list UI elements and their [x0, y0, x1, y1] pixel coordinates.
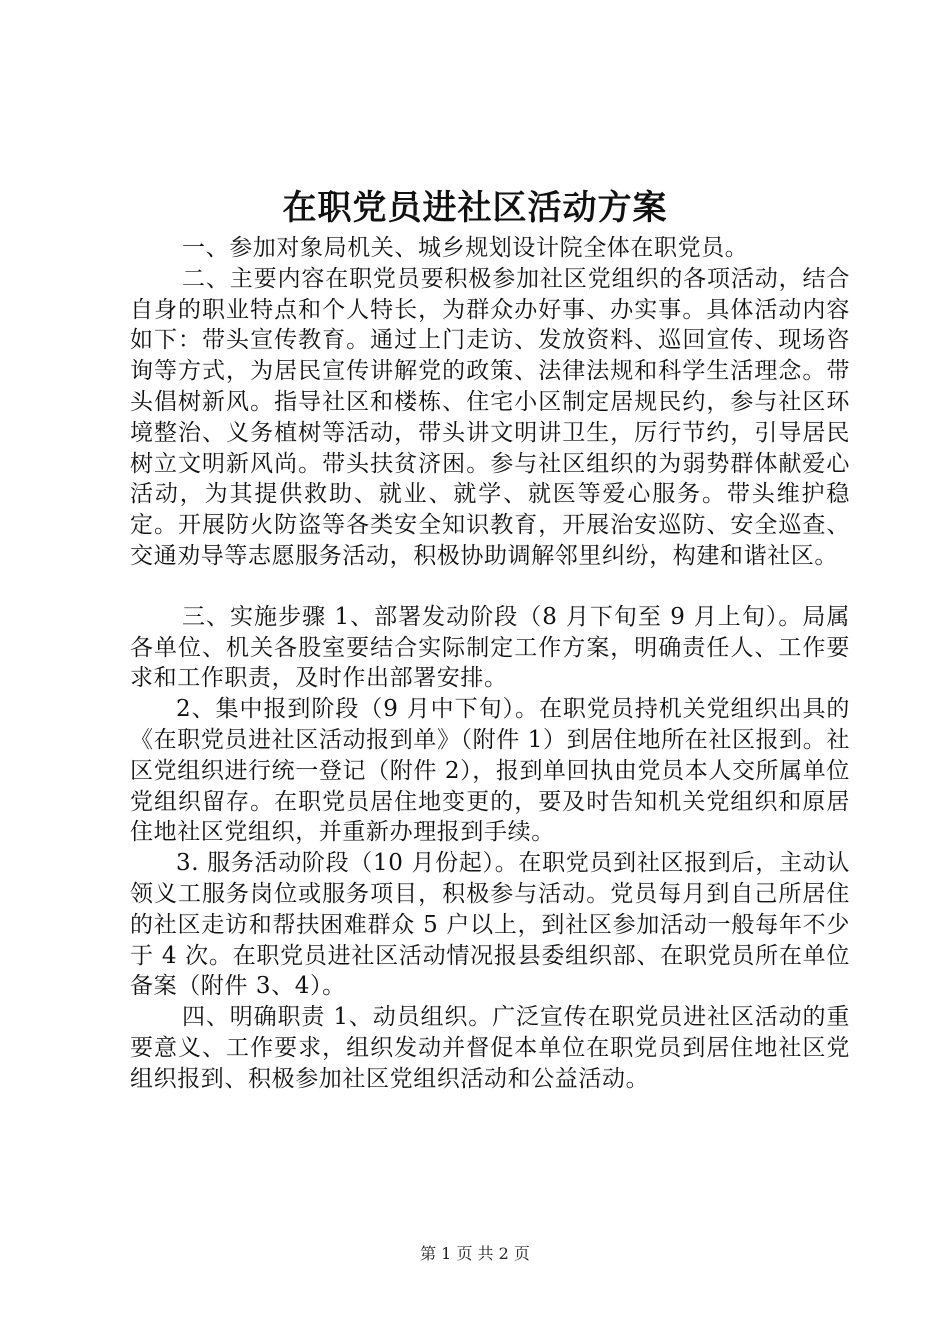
document-title: 在职党员进社区活动方案 — [282, 188, 668, 228]
document-body — [130, 233, 850, 1095]
paragraph-responsibilities: 四、明确职责 1、动员组织。广泛宣传在职党员进社区活动的重要意义、工作要求，组织发动并督促本单位在职党员到居住地社区党组织报到、积极参加社区党组织活动和公益活动。 — [130, 1004, 850, 1092]
paragraph-main-content: 二、主要内容在职党员要积极参加社区党组织的各项活动，结合自身的职业特点和个人特长，为群众办好事、办实事。具体活动内容如下：带头宣传教育。通过上门走访、发放资料、巡回宣传、现场咨询等方式，为居民宣传讲解党的政策、法律法规和科学生活理念。带头倡树新风。指导社区和楼栋、住宅小区制定居规民约，参与社区环境整治、义务植树等活动，带头讲文明讲卫生，厉行节约，引导居民树立文明新风尚。带头扶贫济困。参与社区组织的为弱势群体献爱心活动，为其提供救助、就业、就学、就医等爱心服务。带头维护稳定。开展防火防盗等各类安全知识教育，开展治安巡防、安全巡查、交通劝导等志愿服务活动，积极协助调解邻里纠纷，构建和谐社区。 — [130, 265, 850, 569]
paragraph-participants: 一、参加对象局机关、城乡规划设计院全体在职党员。 — [182, 235, 749, 261]
paragraph-implementation-steps: 三、实施步骤 1、部署发动阶段（8 月下旬至 9 月上旬）。局属各单位、机关各股室要结合实际制定工作方案，明确责任人、工作要求和工作职责，及时作出部署安排。 — [130, 603, 850, 692]
paragraph-service-stage: 3. 服务活动阶段（10 月份起）。在职党员到社区报到后，主动认领义工服务岗位或服务项目，积极参与活动。党员每月到自己所居住的社区走访和帮扶困难群众 5 户以上，到社区参加活动一般每年不少于 4 次。在职党员进社区活动情况报县委组织部、在职党员所在单位备案（附件 3、4）。 — [130, 850, 850, 1000]
paragraph-spacer — [130, 572, 850, 602]
page-number: 第 1 页 共 2 页 — [420, 1244, 530, 1263]
paragraph-registration-stage: 2、集中报到阶段（9 月中下旬）。在职党员持机关党组织出具的《在职党员进社区活动报到单》（附件 1）到居住地所在社区报到。社区党组织进行统一登记（附件 2），报到单回执由党员本人交所属单位党组织留存。在职党员居住地变更的，要及时告知机关党组织和原居住地社区党组织，并重新办理报到手续。 — [130, 696, 850, 846]
